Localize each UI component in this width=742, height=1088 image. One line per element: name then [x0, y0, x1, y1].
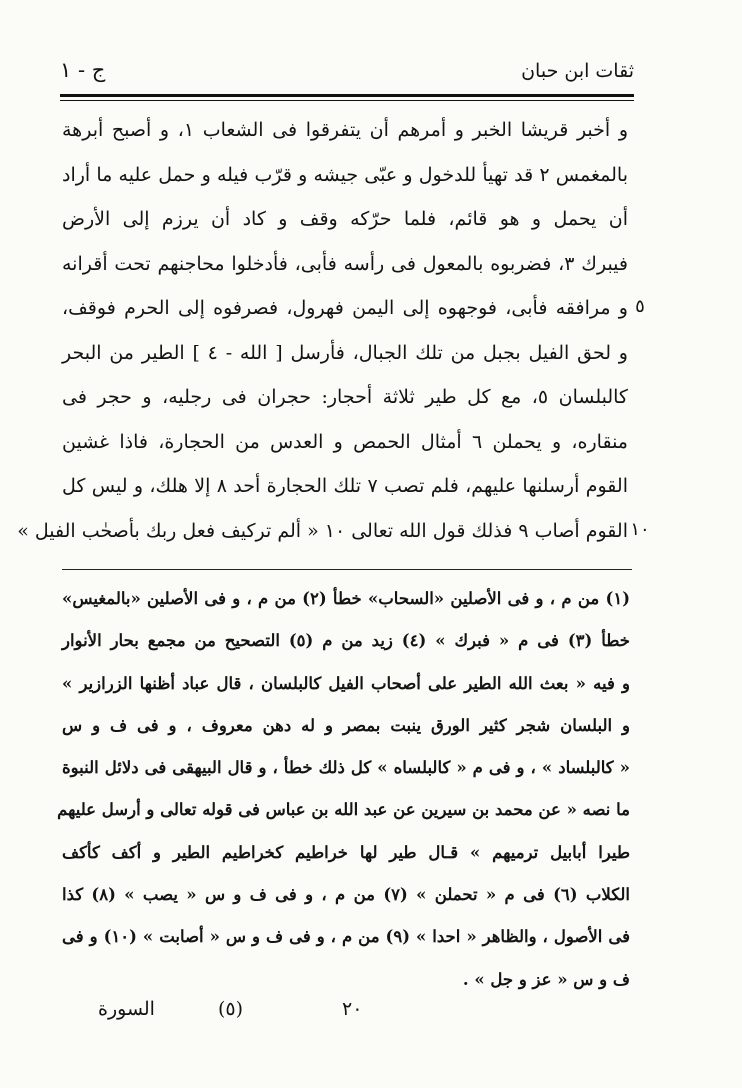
page-footer [60, 992, 632, 1028]
text-line: و أخبر قريشا الخبر و أمرهم أن يتفرقوا فى الشعاب ١، و أصبح أبرهة [62, 119, 628, 141]
text-line: أن يحمل و هو قائم، فلما حرّكه وقف و كاد أن يرزم إلى الأرض [62, 208, 628, 230]
page-number: ٢٠ [342, 998, 363, 1020]
text-line: و مرافقه فأبى، فوجهوه إلى اليمن فهرول، فصرفوه إلى الحرم فوقف، [62, 297, 628, 319]
footnote-line: الكلاب (٦) فى م « تحملن » (٧) من م ، و فى ف و س « يصب » (٨) كذا [62, 885, 630, 905]
footnote-separator [62, 569, 632, 570]
line-number-5: ٥ [635, 296, 645, 317]
surah-label: السورة [98, 998, 155, 1020]
line-number-10: ١٠ [630, 519, 650, 540]
footnote-line: (١) من م ، و فى الأصلين «السحاب» خطأ (٢) من م ، و فى الأصلين «بالمغيس» [62, 589, 630, 608]
book-title: ثقات ابن حبان [521, 60, 634, 82]
footnote-line: « كالبلساد » ، و فى م « كالبلساه » كل ذلك خطأ ، و قال البيهقى فى دلائل النبوة [62, 758, 630, 778]
text-line: كالبلسان ٥، مع كل طير ثلاثة أحجار: حجران فى رجليه، و حجر فى [62, 386, 628, 408]
footnote-line: و البلسان شجر كثير الورق ينبت بمصر و له دهن معروف ، و فى ف و س [62, 715, 630, 735]
text-line: القوم أرسلنها عليهم، فلم تصب ٧ تلك الحجارة أحد ٨ إلا هلك، و ليس كل [62, 475, 628, 497]
footnote-line: و فيه « بعث الله الطير على أصحاب الفيل كالبلسان ، قال عباد أظنها الزرازير » [62, 673, 630, 693]
main-text [17, 108, 628, 553]
signature-number: (٥) [218, 998, 244, 1020]
text-line: منقاره، و يحملن ٦ أمثال الحمص و العدس من الحجارة، فاذا غشين [62, 430, 628, 453]
footnote-line: ما نصه « عن محمد بن سيرين عن عبد الله بن عباس فى قوله تعالى و أرسل عليهم [57, 800, 630, 820]
text-line: القوم أصاب ٩ فذلك قول الله تعالى ١٠ « ألم تركيف فعل ربك بأصحٰب الفيل » [17, 519, 628, 542]
footnote-line: طيرا أبابيل ترميهم » قـال طير لها خراطيم كخراطيم الطير و أكف كأكف [62, 842, 630, 862]
header-rule-thick [60, 94, 634, 97]
volume-label: ج - ١ [60, 58, 106, 82]
text-line: فيبرك ٣، فضربوه بالمعول فى رأسه فأبى، فأدخلوا محاجنهم تحت أقرانه [62, 252, 628, 275]
running-header [60, 52, 634, 92]
footnotes [57, 578, 630, 1001]
footnote-line: ف و س « عز و جل » . [462, 969, 630, 989]
header-rule-thin [60, 100, 634, 101]
text-line: و لحق الفيل بجبل من تلك الجبال، فأرسل [ الله - ٤ ] الطير من البحر [62, 341, 628, 364]
footnote-line: خطأ (٣) فى م « فبرك » (٤) زيد من م (٥) التصحيح من مجمع بحار الأنوار [62, 631, 630, 651]
footnote-line: فى الأصول ، والظاهر « احدا » (٩) من م ، و فى ف و س « أصابت » (١٠) و فى [62, 927, 630, 947]
text-line: بالمغمس ٢ قد تهيأ للدخول و عبّى جيشه و قرّب فيله و حمل عليه ما أراد [62, 163, 628, 186]
